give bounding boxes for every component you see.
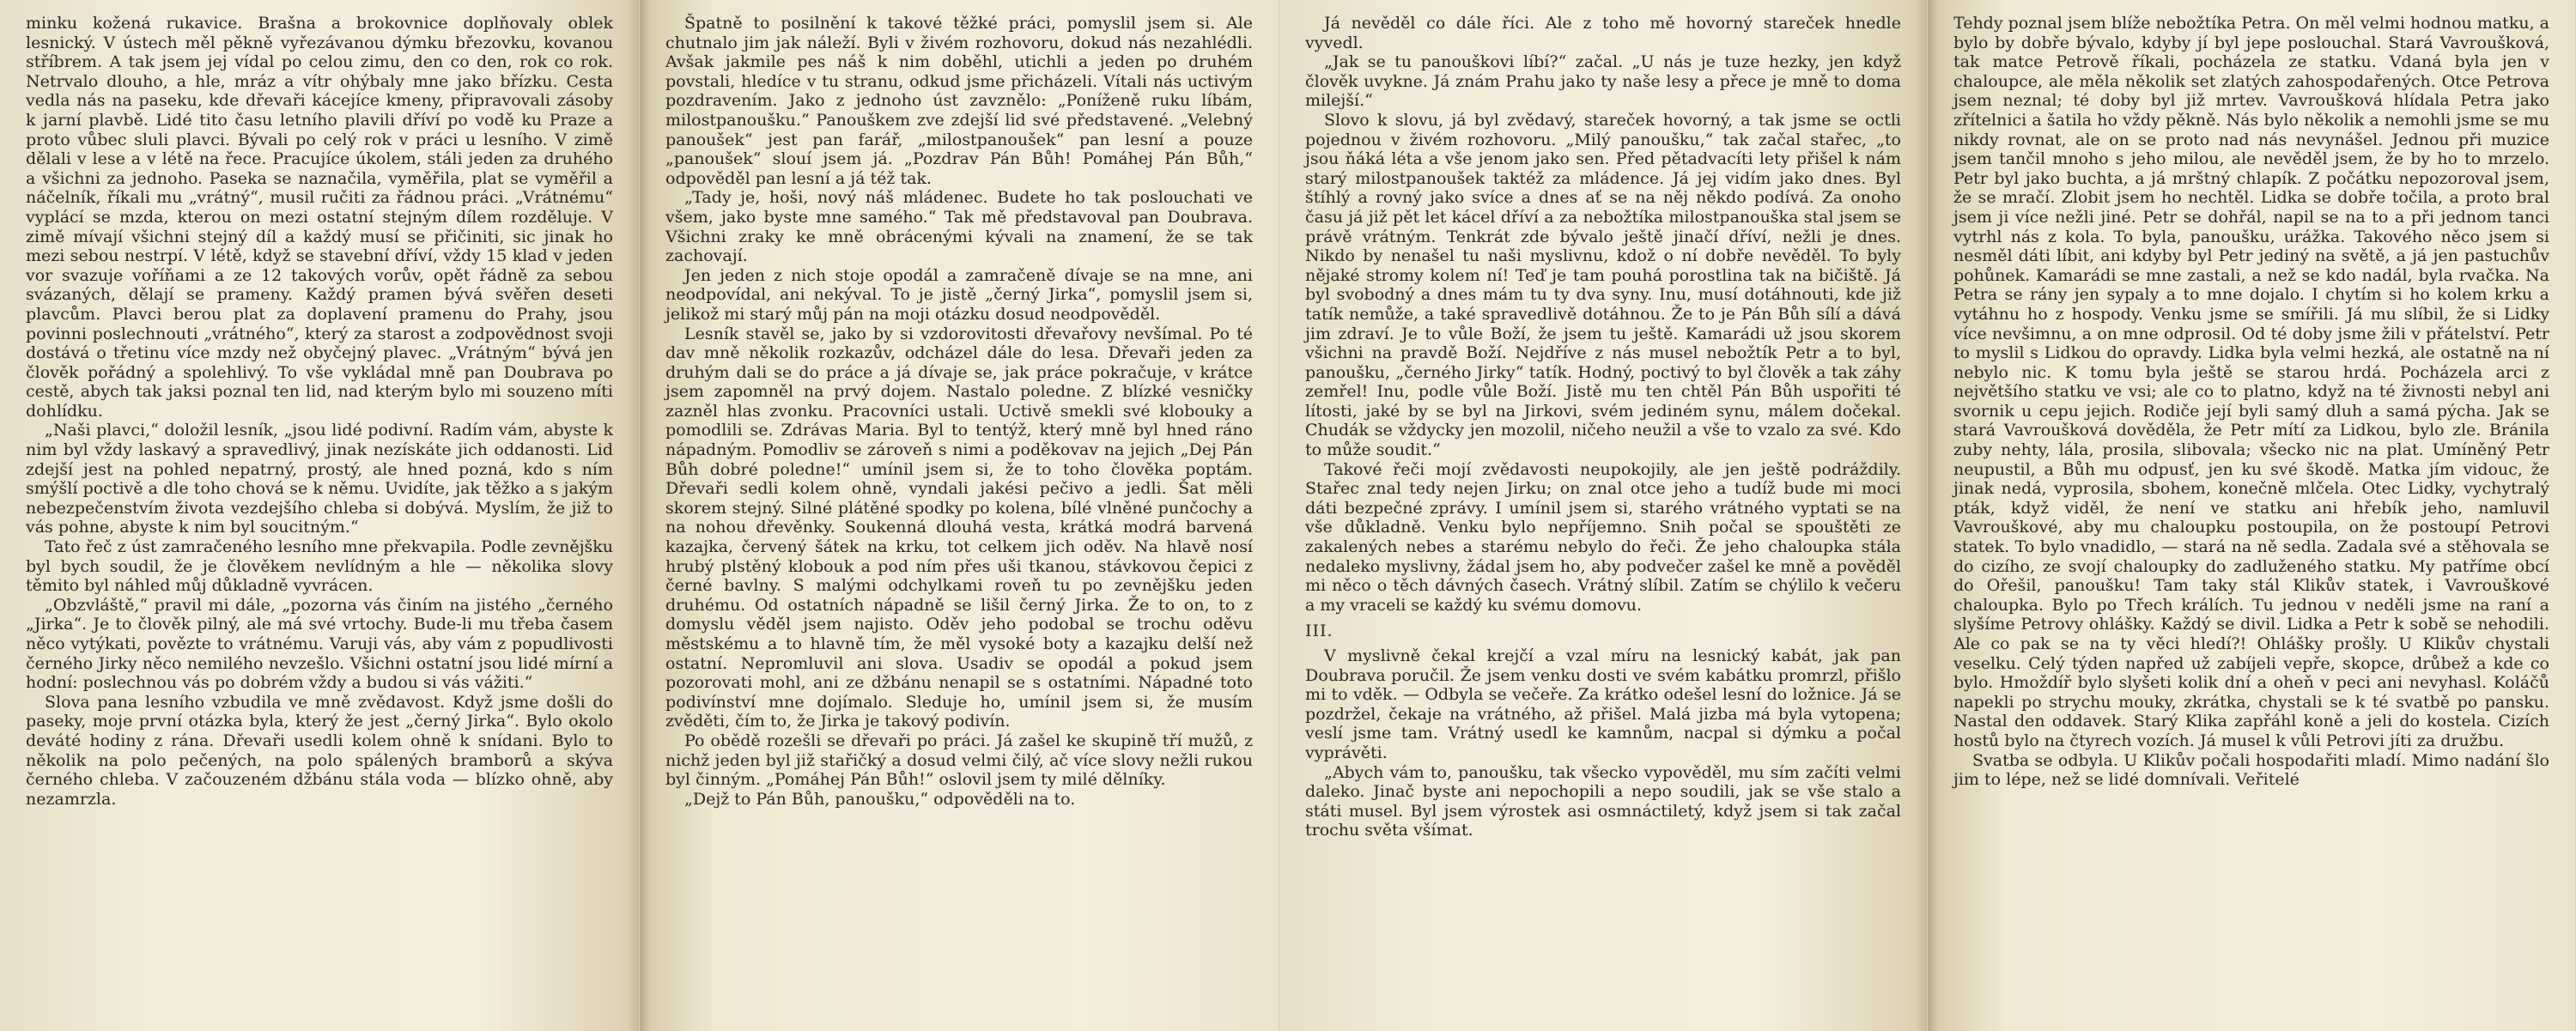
page-2 (640, 0, 1279, 1031)
gutter-shadow (640, 0, 652, 1031)
paragraph: Slova pana lesního vzbudila ve mně zvědavost. Když jsme došli do paseky, moje první otázka byla, který že jest „černý Jirka“. Bylo okolo deváté hodiny z rána. Dřevaři usedli kolem ohně k snídani. Bylo to několik na polo pečených, na polo spálených bramborů a skývа černého chleba. V začouzeném džbánu stála voda — blízko ohně, aby nezamrzla. (26, 692, 613, 809)
paragraph: Po obědě rozešli se dřevaři po práci. Já zašel ke skupině tří mužů, z nichž jeden byl již stařičký a dosud velmi čilý, ač více slovy nežli rukou byl činným. „Pomáhej Pán Bůh!“ oslovil jsem ty milé dělníky. (665, 731, 1253, 790)
paragraph: „Obzvláště,“ pravil mi dále, „pozorna vás činím na jistého „černého „Jirka“. Je to člověk pilný, ale má své vrtochy. Bude-li mu třeba časem něco vytýkati, povězte to vrátnému. Varuji vás, aby vám z popudlivosti černého Jirky něco nemilého nevzešlo. Všichni ostatní jsou lidé mírní a hodní: poslechnou vás po dobrém vždy a budou si vás vážiti.“ (26, 595, 613, 693)
page-3 (1279, 0, 1928, 1031)
paragraph: Takové řeči mojí zvědavosti neupokojily, ale jen ještě podráždily. Stařec znal tedy nejen Jirku; on znal otce jeho a tudíž bude mi moci dáti bezpečné zprávy. I umínil jsem si, starého vrátného vyptati se na vše důkladně. Venku bylo nepříjemno. Snih počal se spouštěti ze zakalených nebes a starému nebylo do řeči. Že jeho chaloupka stála nedaleko myslivny, žádal jsem ho, aby podvečer zašel ke mně a pověděl mi něco o těch dávných časech. Vrátný slíbil. Zatím se chýlilo k večeru a my vraceli se každý ku svému domovu. (1305, 459, 1901, 615)
page-4 (1928, 0, 2576, 1031)
gutter-shadow (627, 0, 639, 1031)
paragraph: Já nevěděl co dále říci. Ale z toho mě hovorný stareček hnedle vyvedl. (1305, 14, 1901, 52)
paragraph: minku kožená rukavice. Brašna a brokovnice doplňovaly oblek lesnický. V ústech měl pěkně vyřezávanou dýmku březovku, kovanou stříbrem. A tak jsem jej vídal po celou zimu, den co den, rok co rok. Netrvalo dlouho, a hle, mráz a vítr ohýbaly mne jako břízku. Cesta vedla nás na paseku, kde dřevaři kácejíce kmeny, připravovali zásoby k jarní plavbě. Lidé tito času letního plavili dříví po vodě ku Praze a proto vůbec sluli plavci. Bývali po celý rok v práci u lesního. V zimě dělali v lese a v létě na řece. Pracujíce úkolem, stáli jeden za druhého a všichni za jednoho. Paseka se naznačila, vyměřila, plat se vyměřil a náčelník, říkali mu „vrátný“, musil ručiti za řádnou práci. „Vrátnému“ vyplácí se mzda, kterou on mezi ostatní stejným dílem rozděluje. V zimě mívají všichni stejný díl a každý musí se přičiniti, sic jinak ho mezi sebou nestrpí. V létě, když se stavební dříví, vždy 15 klad v jeden vor svazuje voříňami a ze 12 takových vorův, opět řádně za sebou svázaných, dělají se prameny. Každý pramen bývá svěřen deseti plavcům. Plavci berou plat za doplavení pramenu do Prahy, jsou povinni poslechnouti „vrátného“, který za starost a zodpovědnost svoji dostává o třetinu více mzdy než obyčejný plavec. „Vrátným“ bývá jen člověk pořádný a spolehlivý. To vše vykládal mně pan Doubrava po cestě, abych tak jaksi poznal ten lid, nad kterým bylo mi souzeno míti dohlídku. (26, 14, 613, 421)
page-1 (0, 0, 640, 1031)
paragraph: „Jak se tu panouškovi líbí?“ začal. „U nás je tuze hezky, jen když člověk uvykne. Já znám Prahu jako ty naše lesy a přece je mně to doma milejší.“ (1305, 52, 1901, 111)
gutter-shadow (1915, 0, 1927, 1031)
paragraph: Jen jeden z nich stoje opodál a zamračeně dívaje se na mne, ani neodpovídal, ani nekýval. To je jistě „černý Jirka“, pomyslil jsem si, jelikož mi starý můj pán na moji otázku dosud neodpověděl. (665, 265, 1253, 324)
paragraph: Slovo k slovu, já byl zvědavý, stareček hovorný, a tak jsme se octli pojednou v živém rozhovoru. „Milý panoušku,“ tak začal stařec, „to jsou ňáká léta a vše jenom jako sen. Před pětadvacíti lety přišel k nám starý milostpanoušek taktéž za mládence. Já jej vidím jako dnes. Byl štíhlý a rovný jako svíce a dnes ať se na něj někdo podívá. Za onoho času já již pět let kácel dříví a za nebožtíka milostpanouška stal jsem se právě vrátným. Tenkrát zde bývalo ještě jinačí dříví, nežli je dnes. Nikdo by nenašel tu naši myslivnu, kdož o ní dobře nevěděl. To byly nějaké stromy kolem ní! Teď je tam pouhá porostlina tak na bičiště. Já byl svobodný a dnes mám tu ty dva syny. Inu, musí dotáhnouti, kde již tatík nemůže, a také spravedlivě dotáhnou. Že to je Pán Bůh sílí a dává jim zdraví. Je to vůle Boží, že jsem tu ještě. Kamarádi už jsou skorem všichni na pravdě Boží. Nejdříve z nás musel nebožtík Petr a to byl, panoušku, „černého Jirky“ tatík. Hodný, poctivý to byl člověk a tak záhy zemřel! Inu, podle vůle Boží. Jistě mu ten chtěl Pán Bůh uspořiti té lítosti, jaké by se byl na Jirkovi, svém jediném synu, málem dočekal. Chudák se vždycky jen mozolil, ničeho neužil a vše to vzalo za své. Kdo to může soudit.“ (1305, 110, 1901, 460)
paragraph: Svatba se odbyla. U Klikův počali hospodařiti mladí. Mimo nadání šlo jim to lépe, než se lidé domnívali. Veřitelé (1953, 750, 2549, 790)
paragraph: Lesník stavěl se, jako by si vzdorovitosti dřevařovy nevšímal. Po té dav mně několik rozkazův, odcházel dále do lesa. Dřevaři jeden za druhým dali se do práce a já dívaje se, jak práce pokračuje, v krátce jsem zapomněl na prvý dojem. Nastalo poledne. Z blízké vesničky zazněl hlas zvonku. Pracovníci ustali. Uctivě smekli své klobouky a pomodlili se. Zdrávas Maria. Byl to tentýž, který mně byl hned ráno nápadným. Pomodliv se zároveň s nimi a poděkovav na jejich „Dej Pán Bůh dobré poledne!“ umínil jsem si, že to toho člověka poptám. Dřevaři sedli kolem ohně, vyndali jakési pečivo a jedli. Šat měli skorem stejný. Silné plátěné spodky po kolena, bílé vlněné punčochy a na nohou dřevěnky. Soukenná dlouhá vesta, krátká modrá barvená kazajka, červený šátek na krku, tot celkem jich oděv. Na hlavě nosí hrubý plstěný klobouk a pod ním přes uši tkanou, stávkovou čepici z černé bavlny. S malými odchylkami roveň tu po zevnějšku jeden druhému. Od ostatních nápadně se lišil černý Jirka. Že to on, to z domyslu věděl jsem najisto. Oděv jeho podobal se trochu oděvu městskému a to hlavně tím, že měl vysoké boty a kazajku delší než ostatní. Nepromluvil ani slova. Usadiv se opodál a pokud jsem pozorovati mohl, ani ze džbánu nenapil se s ostatními. Nápadné toto podivínství mne dojímalo. Sleduje ho, umínil jsem si, že musím zvěděti, čím to, že Jirka je takový podivín. (665, 324, 1253, 731)
paragraph: Tato řeč z úst zamračeného lesního mne překvapila. Podle zevnějšku byl bych soudil, že je člověkem nevlídným a hle — několika slovy těmito byl náhled můj důkladně vyvrácen. (26, 537, 613, 596)
paragraph: „Tady je, hoši, nový náš mládenec. Budete ho tak poslouchati ve všem, jako byste mne samého.“ Tak mě představoval pan Doubrava. Všichni zraky ke mně obrácenými kývali na znamení, že se tak zachovají. (665, 188, 1253, 266)
paragraph: Tehdy poznal jsem blíže nebožtíka Petra. On měl velmi hodnou matku, a bylo by dobře bývalo, kdyby jí byl jepe poslouchal. Stará Vavroušková, tak matce Petrově říkali, pocházela ze statku. Vdaná byla jen v chaloupce, ale měla několik set zlatých zahospodařených. Otce Petrova jsem neznal; té doby byl již mrtev. Vavroušková hlídala Petra jako zřítelnici a šatila ho vždy pěkně. Nás bylo několik a nemohli jsme se mu nikdy rovnat, ale on se proto nad nás nevynášel. Jednou při muzice jsem tančil mnoho s jeho milou, ale nevěděl jsem, že by ho to mrzelo. Petr byl jako buchta, a já mrštný chlapík. Z počátku nepozoroval jsem, že se mračí. Zlobit jsem ho nechtěl. Lidka se dobře točila, a proto bral jsem ji více nežli jiné. Petr se dohřál, napil se na to a při jednom tanci vytrhl nás z kola. To byla, panoušku, urážka. Takového něco jsem si nesměl dáti líbit, ani kdyby byl Petr jediný na světě, a já jen pastuchův pohůnek. Kamarádi se mne zastali, a než se kdo nadál, byla rvačka. Na Petra se rány jen sypaly a to mne dojalo. I chytím si ho kolem krku a vytáhnu ho z hospody. Venku jsme se smířili. Já mu slíbil, že si Lidky více nevšimnu, a on mne odprosil. Od té doby jsme žili v přátelství. Petr to myslil s Lidkou do opravdy. Lidka byla velmi hezká, ale ostatně na ní nebylo nic. K tomu byla ještě se starou hrdá. Pocházela arci z největšího statku ve vsi; ale co to platno, když na té živnosti nebyl ani svornik u cepu jejich. Rodiče její byli samý dluh a samá pýcha. Jak se stará Vavroušková dověděla, že Petr mítí za Lidkou, bylo zle. Bránila zuby nehty, lála, prosila, slibovala; všecko nic na plat. Umíněný Petr neupustil, a Bůh mu odpusť, jen ku své škodě. Matka jím vidouc, že jinak nedá, vyprosila, sbohem, konečně mlčela. Otec Lidky, vychytralý pták, když viděl, že není ve statku ani hřebík jeho, namluvil Vavrouškové, aby mu chaloupku postoupila, on že postoupí Petrovi statek. To bylo vnadidlo, — stará na ně sedla. Zadala své a stěhovala se do cizího, ze svojí chaloupky do zadluženého statku. My patříme obcí do Ořešil, panoušku! Tam taky stál Klikův statek, i Vavrouškové chaloupka. Bylo po Třech králích. Tu jednou v neděli jsme na raní a slyšíme Petrovy ohlášky. Každý se divil. Lidka a Petr k sobě se nehodili. Ale co pak se na ty věci hledí?! Ohlášky prošly. U Klikův chystali veselku. Celý týden napřed už zabíjeli vepře, skopce, drůbež a kde co bylo. Hmoždíř bylo slyšeti kolik dní a oheň v peci ani nevyhasl. Koláčů napekli po strychu mouky, zkrátka, chystali se k té svatbě po pansku. Nastal den oddavek. Starý Klika zapřáhl koně a jeli do kostela. Cizích hostů bylo na čtyrech vozích. Já musel k vůli Petrovi jíti za družbu. (1953, 14, 2549, 750)
paragraph: „Abych vám to, panoušku, tak všecko vypověděl, mu sím začíti velmi daleko. Jinač byste ani nepochopili a nepo soudili, jak se vše stalo a státi musel. Byl jsem výrostek asi osmnáctiletý, když jsem si tak začal trochu světa všímat. (1305, 762, 1901, 840)
section-number: III. (1305, 622, 1334, 641)
paragraph: V myslivně čekal krejčí a vzal míru na lesnický kabát, jak pan Doubrava poručil. Že jsem venku dosti ve svém kabátku promrzl, přišlo mi to vděk. — Odbyla se večeře. Za krátko odešel lesní do ložnice. Já se pozdržel, čekaje na vrátného, až přišel. Malá jizba má byla vytopena; veslí jsme tam. Vrátný usedl ke kamnům, nacpal si dýmku a počal vyprávěti. (1305, 646, 1901, 762)
paragraph: „Naši plavci,“ doložil lesník, „jsou lidé podivní. Radím vám, abyste k nim byl vždy laskavý a spravedlivý, jinak nezískáte jich oddanosti. Lid zdejší jest na pohled nepatrný, prostý, ale hned pozná, kdo s ním smýšlí poctivě a dle toho chová se k němu. Uvidíte, jak těžko a s jakým nebezpečenstvím života vezdejšího chleba si dobývá. Myslím, že již to vás pohne, abyste k nim byl soucitným.“ (26, 421, 613, 537)
paragraph: Špatně to posilnění k takové těžké práci, pomyslil jsem si. Ale chutnalo jim jak náleží. Byli v živém rozhovoru, dokud nás nezahlédli. Avšak jakmile pes náš k nim doběhl, utichli a jeden po druhém povstali, hledíce v tu stranu, odkud jsme přicházeli. Vítali nás uctivým pozdravením. Jako z jednoho úst zavznělo: „Poníženě ruku líbám, milostpanoušku.“ Panouškem zve zdejší lid své představené. „Velebný panoušek“ jest pan farář, „milostpanoušek“ pan lesní a pouze „panoušek“ slouí jsem já. „Pozdrav Pán Bůh! Pomáhej Pán Bůh,“ odpověděl pan lesní a já též tak. (665, 14, 1253, 188)
paragraph: „Dejž to Pán Bůh, panoušku,“ odpověděli na to. (684, 789, 1076, 809)
gutter-shadow (1928, 0, 1940, 1031)
